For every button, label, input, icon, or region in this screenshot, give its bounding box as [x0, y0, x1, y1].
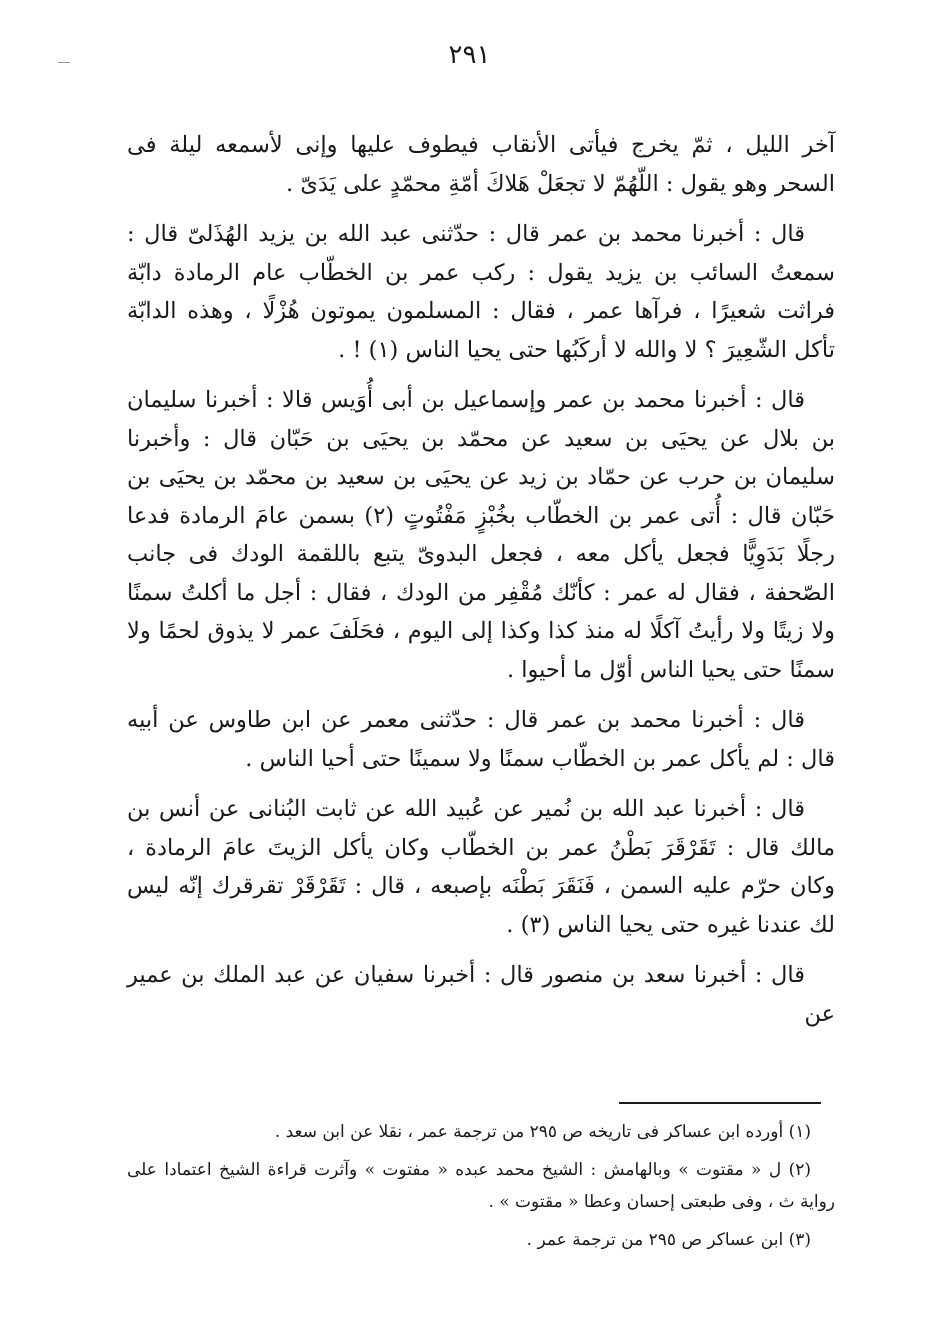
- paragraph: قال : أخبرنا سعد بن منصور قال : أخبرنا سفيان عن عبد الملك بن عمير عن: [127, 962, 835, 1027]
- paragraph: قال : أخبرنا محمد بن عمر وإسماعيل بن أبى أُوَيس قالا : أخبرنا سليمان بن بلال عن يحيَى بن سعيد عن محمّد بن يحيَى بن حَبّان قال : وأخبرنا سليمان بن حرب عن حمّاد بن زيد عن يحيَى بن سعيد بن محمّد بن يحيَى بن حَبّان قال : أُتى عمر بن الخطّاب بخُبْزٍ مَفْتُوتٍ (٢) بسمن عامَ الرمادة فدعا رجلًا بَدَوِيًّا فجعل يأكل معه ، فجعل البدوىّ يتبع باللقمة الودك فى جانب الصّحفة ، فقال له عمر : كأنّك مُقْفِر من الودك ، فقال : أجل ما أكلتُ سمنًا ولا زيتًا ولا رأيتُ آكلًا له منذ كذا وكذا إلى اليوم ، فحَلَفَ عمر لا يذوق لحمًا ولا سمنًا حتى يحيا الناس أوّل ما أحيوا .: [127, 387, 835, 683]
- footnote: (٣) ابن عساكر ص ٢٩٥ من ترجمة عمر .: [526, 1230, 811, 1250]
- footnote-separator: [619, 1102, 821, 1104]
- paragraph-continuation: آخر الليل ، ثمّ يخرج فيأتى الأنقاب فيطوف عليها وإنى لأسمعه ليلة فى السحر وهو يقول : اللّهُمّ لا تجعَلْ هَلاكَ أمّةِ محمّدٍ على يَدَىّ .: [127, 132, 835, 197]
- paragraph: قال : أخبرنا محمد بن عمر قال : حدّثنى عبد الله بن يزيد الهُذَلىّ قال : سمعتُ السائب بن يزيد يقول : ركب عمر بن الخطّاب عام الرمادة دابّة فراثت شعيرًا ، فرآها عمر ، فقال : المسلمون يموتون هُزْلًا ، وهذه الدابّة تأكل الشّعِيرَ ؟ لا والله لا أركَبُها حتى يحيا الناس (١) ! .: [127, 221, 835, 363]
- page-number: ٢٩١: [448, 40, 491, 70]
- paragraph: قال : أخبرنا عبد الله بن نُمير عن عُبيد الله عن ثابت البُنانى عن أنس بن مالك قال : تَقَرْقَرَ بَطْنُ عمر بن الخطّاب وكان يأكل الزيتَ عامَ الرمادة ، وكان حرّم عليه السمن ، فَنَقَرَ بَطْنَه بإصبعه ، قال : تَقَرْقَرْ تقرقرك إنّه ليس لك عندنا غيره حتى يحيا الناس (٣) .: [127, 796, 835, 938]
- footnotes: [127, 1116, 835, 1262]
- footnote: (١) أورده ابن عساكر فى تاريخه ص ٢٩٥ من ترجمة عمر ، نقلا عن ابن سعد .: [274, 1122, 811, 1142]
- margin-mark: [58, 62, 70, 63]
- footnote: (٢) ل « مقتوت » وبالهامش : الشيخ محمد عبده « مفتوت » وآثرت قراءة الشيخ اعتمادا على رواية ث ، وفى طبعتى إحسان وعطا « مقتوت » .: [127, 1160, 835, 1212]
- paragraph: قال : أخبرنا محمد بن عمر قال : حدّثنى معمر عن ابن طاوس عن أبيه قال : لم يأكل عمر بن الخطّاب سمنًا ولا سمينًا حتى أحيا الناس .: [127, 707, 835, 772]
- main-text: [127, 126, 835, 1045]
